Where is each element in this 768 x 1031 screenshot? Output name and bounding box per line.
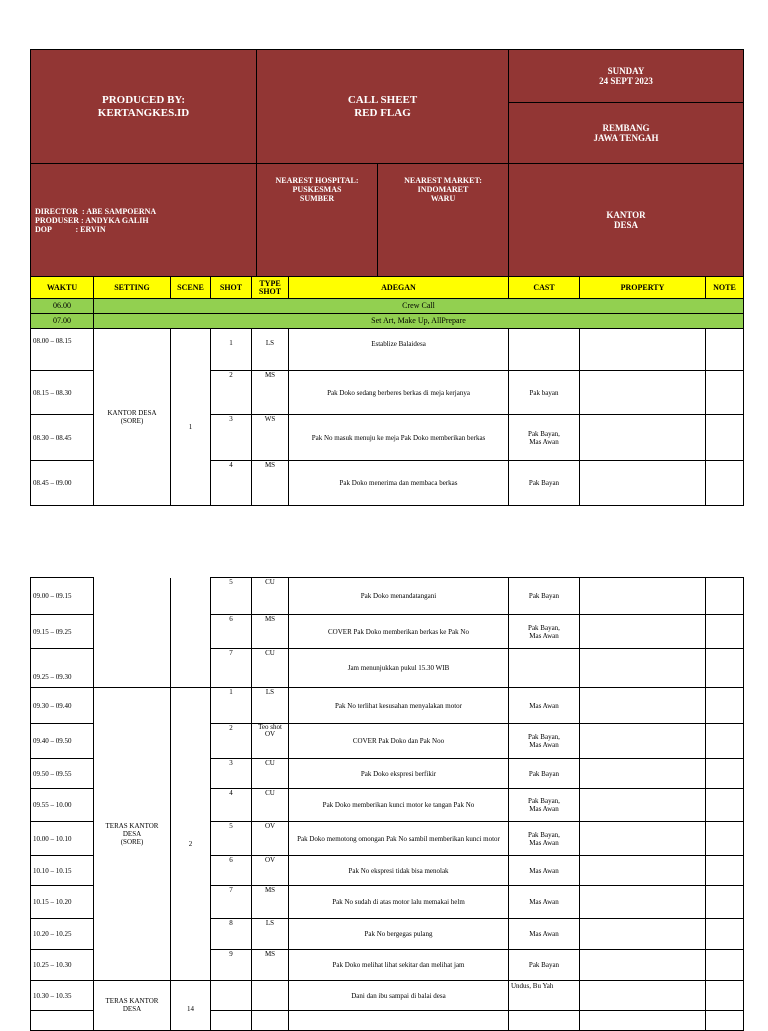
row-property: [580, 461, 706, 506]
row-shot: 6: [211, 856, 252, 886]
director-line: DIRECTOR : ABE SAMPOERNA: [35, 206, 157, 216]
col-note: NOTE: [706, 277, 744, 299]
row-cast: Undus, Bu Yah: [509, 981, 580, 1011]
row-type-shot: MS: [252, 950, 289, 981]
row-type-shot: CU: [252, 789, 289, 822]
col-waktu: WAKTU: [31, 277, 94, 299]
row-note: [706, 886, 744, 919]
setting-line-3: (SORE): [120, 838, 144, 846]
row-property: [580, 371, 706, 415]
row-time: 10.25 – 10.30: [31, 950, 94, 981]
producer-cell: [31, 50, 257, 164]
general-time: 07.00: [31, 314, 94, 329]
row-property: [580, 1011, 706, 1031]
table-row: [31, 688, 744, 724]
row-property: [580, 919, 706, 950]
date-cell: [509, 50, 744, 103]
row-type-shot: MS: [252, 886, 289, 919]
row-note: [706, 919, 744, 950]
title-cell: [257, 50, 509, 164]
row-cast: Mas Awan: [509, 886, 580, 919]
row-time: 09.15 – 09.25: [31, 615, 94, 649]
row-cast: Pak Bayan: [509, 461, 580, 506]
row-type-shot: [252, 981, 289, 1011]
row-cast: Pak Bayan, Mas Awan: [509, 822, 580, 856]
setting-line-2: (SORE): [120, 417, 144, 425]
doc-type: CALL SHEET: [347, 93, 418, 106]
location-cell: [509, 164, 744, 277]
market-name-2: WARU: [430, 194, 456, 203]
general-label: Set Art, Make Up, AllPrepare: [94, 314, 744, 329]
row-type-shot: MS: [252, 615, 289, 649]
market-cell: [378, 164, 509, 277]
row-adegan: Pak Doko memberikan kunci motor ke tangan Pak No: [289, 789, 509, 822]
row-time: 10.10 – 10.15: [31, 856, 94, 886]
setting-line-2: DESA: [122, 830, 142, 838]
row-adegan: COVER Pak Doko dan Pak Noo: [289, 724, 509, 759]
row-adegan: Pak No bergegas pulang: [289, 919, 509, 950]
row-note: [706, 759, 744, 789]
row-shot: 4: [211, 789, 252, 822]
row-cast: Pak Bayan, Mas Awan: [509, 724, 580, 759]
setting-cell: [94, 329, 171, 506]
row-property: [580, 615, 706, 649]
row-note: [706, 1011, 744, 1031]
row-cast: Pak Bayan: [509, 950, 580, 981]
row-type-shot: LS: [252, 329, 289, 371]
row-note: [706, 615, 744, 649]
row-time: 08.00 – 08.15: [31, 329, 94, 371]
row-property: [580, 578, 706, 615]
shoot-date: 24 SEPT 2023: [599, 76, 653, 86]
setting-line-1: TERAS KANTOR: [105, 822, 159, 830]
schedule-table-1: [30, 276, 744, 506]
row-adegan: Pak Doko sedang berberes berkas di meja kerjanya: [289, 371, 509, 415]
row-property: [580, 950, 706, 981]
row-property: [580, 415, 706, 461]
row-time: 10.00 – 10.10: [31, 822, 94, 856]
col-type-shot-line-1: TYPE: [259, 278, 281, 288]
row-time: 09.30 – 09.40: [31, 688, 94, 724]
hospital-name-2: SUMBER: [299, 194, 335, 203]
producer-name: KERTANGKES.ID: [97, 106, 190, 119]
row-time: 08.45 – 09.00: [31, 461, 94, 506]
row-shot: 2: [211, 724, 252, 759]
row-note: [706, 724, 744, 759]
row-time: 09.00 – 09.15: [31, 578, 94, 615]
row-time: 10.15 – 10.20: [31, 886, 94, 919]
row-adegan: Pak No terlihat kesusahan menyalakan motor: [289, 688, 509, 724]
producer-line: PRODUSER : ANDYKA GALIH: [35, 215, 149, 225]
row-type-shot: WS: [252, 415, 289, 461]
row-adegan: Pak Doko ekspresi berfikir: [289, 759, 509, 789]
setting-cell: [94, 981, 171, 1031]
row-adegan: Pak No masuk menuju ke meja Pak Doko memberikan berkas: [289, 415, 509, 461]
row-cast: Mas Awan: [509, 688, 580, 724]
row-adegan: [289, 1011, 509, 1031]
row-type-shot: CU: [252, 578, 289, 615]
col-setting: SETTING: [94, 277, 171, 299]
scene-cell: 14: [171, 981, 211, 1031]
row-type-shot: LS: [252, 919, 289, 950]
schedule-table-2: [30, 577, 744, 1031]
row-time: 08.15 – 08.30: [31, 371, 94, 415]
hospital-name-1: PUSKESMAS: [292, 185, 342, 194]
row-adegan: Jam menunjukkan pukul 15.30 WIB: [289, 649, 509, 688]
setting-line-2: DESA: [122, 1005, 142, 1013]
row-property: [580, 329, 706, 371]
row-type-shot: Teo shot OV: [252, 724, 289, 759]
row-note: [706, 329, 744, 371]
province: JAWA TENGAH: [593, 133, 659, 143]
row-shot: [211, 981, 252, 1011]
row-property: [580, 981, 706, 1011]
row-property: [580, 789, 706, 822]
header-table: [30, 49, 744, 277]
col-type-shot: [252, 277, 289, 299]
row-note: [706, 649, 744, 688]
row-shot: 6: [211, 615, 252, 649]
crew-cell: [31, 164, 257, 277]
col-type-shot-line-2: SHOT: [258, 286, 282, 296]
produced-by-label: PRODUCED BY:: [101, 93, 185, 106]
city: REMBANG: [602, 123, 650, 133]
row-cast: [509, 1011, 580, 1031]
general-time: 06.00: [31, 299, 94, 314]
general-label: Crew Call: [94, 299, 744, 314]
row-type-shot: LS: [252, 688, 289, 724]
row-adegan: Pak Doko melihat lihat sekitar dan melihat jam: [289, 950, 509, 981]
row-shot: 1: [211, 688, 252, 724]
setting-cell: [94, 688, 171, 981]
row-cast: [509, 649, 580, 688]
row-property: [580, 688, 706, 724]
market-name-1: INDOMARET: [417, 185, 469, 194]
row-adegan: COVER Pak Doko memberikan berkas ke Pak No: [289, 615, 509, 649]
col-scene: SCENE: [171, 277, 211, 299]
shoot-day: SUNDAY: [607, 66, 645, 76]
row-type-shot: CU: [252, 759, 289, 789]
setting-line-1: TERAS KANTOR: [105, 997, 159, 1005]
row-shot: 1: [211, 329, 252, 371]
row-adegan: Pak Doko menerima dan membaca berkas: [289, 461, 509, 506]
row-adegan: Establize Balaidesa: [289, 329, 509, 371]
location-line-1: KANTOR: [606, 210, 646, 220]
row-shot: 3: [211, 415, 252, 461]
row-note: [706, 578, 744, 615]
table-row: [31, 981, 744, 1011]
row-note: [706, 981, 744, 1011]
row-time: 09.50 – 09.55: [31, 759, 94, 789]
col-shot: SHOT: [211, 277, 252, 299]
row-property: [580, 759, 706, 789]
row-cast: Pak Bayan, Mas Awan: [509, 789, 580, 822]
row-cast: Mas Awan: [509, 856, 580, 886]
row-type-shot: OV: [252, 822, 289, 856]
column-header-row: [31, 277, 744, 299]
setting-line-1: KANTOR DESA: [107, 409, 157, 417]
row-type-shot: CU: [252, 649, 289, 688]
general-row: [31, 299, 744, 314]
row-type-shot: MS: [252, 371, 289, 415]
row-cast: Pak Bayan, Mas Awan: [509, 415, 580, 461]
row-adegan: Pak Doko memotong omongan Pak No sambil memberikan kunci motor: [289, 822, 509, 856]
row-note: [706, 950, 744, 981]
row-property: [580, 822, 706, 856]
general-row: [31, 314, 744, 329]
row-property: [580, 886, 706, 919]
row-shot: 7: [211, 649, 252, 688]
row-shot: [211, 1011, 252, 1031]
row-note: [706, 789, 744, 822]
row-adegan: Pak No ekspresi tidak bisa menolak: [289, 856, 509, 886]
col-property: PROPERTY: [580, 277, 706, 299]
row-cast: Mas Awan: [509, 919, 580, 950]
row-type-shot: MS: [252, 461, 289, 506]
row-cast: [509, 329, 580, 371]
row-shot: 3: [211, 759, 252, 789]
row-shot: 7: [211, 886, 252, 919]
row-cast: Pak Bayan: [509, 578, 580, 615]
row-note: [706, 688, 744, 724]
row-shot: 2: [211, 371, 252, 415]
row-shot: 5: [211, 822, 252, 856]
row-time: 09.40 – 09.50: [31, 724, 94, 759]
row-time: 10.20 – 10.25: [31, 919, 94, 950]
scene-cell-empty: [171, 578, 211, 688]
row-time: [31, 1011, 94, 1031]
row-type-shot: OV: [252, 856, 289, 886]
row-property: [580, 649, 706, 688]
row-shot: 9: [211, 950, 252, 981]
film-title: RED FLAG: [354, 106, 411, 119]
row-note: [706, 822, 744, 856]
row-adegan: Pak No sudah di atas motor lalu memakai helm: [289, 886, 509, 919]
scene-cell: 2: [171, 688, 211, 981]
col-cast: CAST: [509, 277, 580, 299]
table-row: [31, 578, 744, 615]
row-property: [580, 856, 706, 886]
hospital-cell: [257, 164, 378, 277]
row-shot: 5: [211, 578, 252, 615]
row-note: [706, 461, 744, 506]
row-note: [706, 371, 744, 415]
row-note: [706, 415, 744, 461]
table-row: [31, 329, 744, 371]
row-time: 09.55 – 10.00: [31, 789, 94, 822]
row-shot: 4: [211, 461, 252, 506]
setting-cell-empty: [94, 578, 171, 688]
scene-cell: 1: [171, 329, 211, 506]
col-adegan: ADEGAN: [289, 277, 509, 299]
row-type-shot: [252, 1011, 289, 1031]
dop-line: DOP : ERVIN: [35, 224, 106, 234]
row-time: 10.30 – 10.35: [31, 981, 94, 1011]
market-label: NEAREST MARKET:: [404, 176, 482, 185]
row-time: 08.30 – 08.45: [31, 415, 94, 461]
region-cell: [509, 103, 744, 164]
row-adegan: Dani dan ibu sampai di balai desa: [289, 981, 509, 1011]
row-adegan: Pak Doko menandatangani: [289, 578, 509, 615]
row-note: [706, 856, 744, 886]
row-cast: Pak Bayan, Mas Awan: [509, 615, 580, 649]
row-cast: Pak bayan: [509, 371, 580, 415]
row-shot: 8: [211, 919, 252, 950]
location-line-2: DESA: [614, 220, 639, 230]
hospital-label: NEAREST HOSPITAL:: [275, 176, 359, 185]
row-cast: Pak Bayan: [509, 759, 580, 789]
row-time: 09.25 – 09.30: [31, 649, 94, 688]
row-property: [580, 724, 706, 759]
